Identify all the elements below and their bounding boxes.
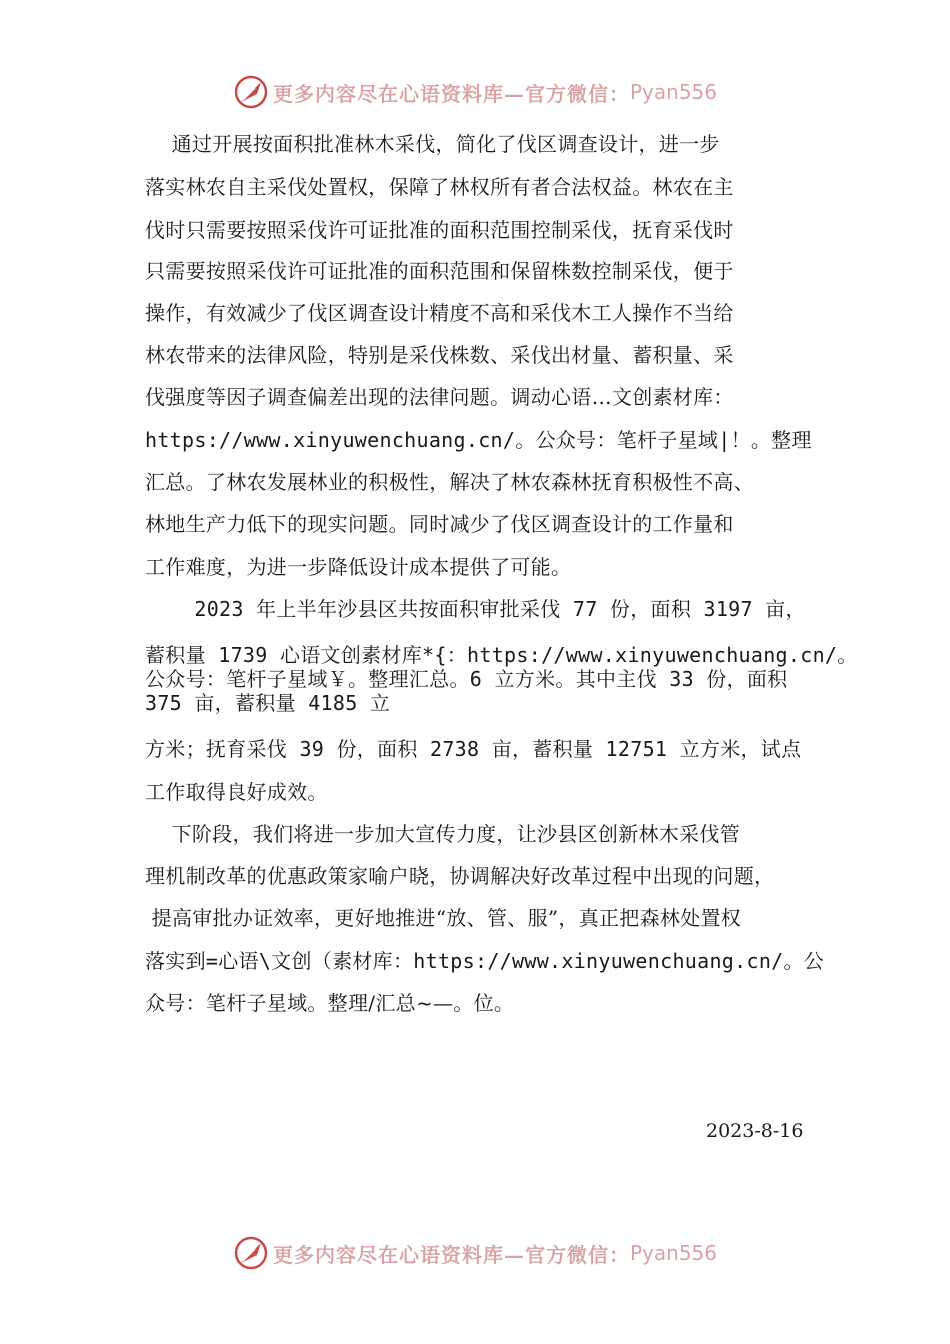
body-line: 2023 年上半年沙县区共按面积审批采伐 77 份，面积 3197 亩， [145,597,806,621]
header-watermark [0,72,950,112]
body-line: 方米；抚育采伐 39 份，面积 2738 亩，蓄积量 12751 立方米，试点 [145,737,802,761]
body-line: 提高审批办证效率，更好地推进“放、管、服”，真正把森林处置权 [145,906,742,930]
body-line: 伐强度等因子调查偏差出现的法律问题。调动心语…文创素材库： [145,385,734,409]
quill-logo-icon [233,74,269,110]
body-line: 工作难度，为进一步降低设计成本提供了可能。 [145,555,572,579]
document-date: 2023-8-16 [706,1120,804,1142]
body-line: 蓄积量 1739 心语文创素材库*{：https://www.xinyuwenchuang.cn/。 [145,643,858,667]
body-line: 林农带来的法律风险，特别是采伐株数、采伐出材量、蓄积量、采 [145,343,734,367]
body-line: 汇总。了林农发展林业的积极性，解决了林农森林抚育积极性不高、 [145,470,754,494]
footer-watermark-text: 更多内容尽在心语资料库—官方微信： [272,1242,630,1267]
body-line: 众号：笔杆子星域。整理/汇总~—。位。 [145,991,515,1015]
body-line: 只需要按照采伐许可证批准的面积范围和保留株数控制采伐，便于 [145,259,734,283]
footer-watermark [0,1233,950,1273]
quill-logo-icon [233,1235,269,1271]
body-line: 公众号：笔杆子星域￥。整理汇总。6 立方米。其中主伐 33 份，面积 [145,667,788,691]
body-line: 工作取得良好成效。 [145,780,328,804]
body-line: https://www.xinyuwenchuang.cn/。公众号：笔杆子星域|！。整理 [145,428,812,452]
header-wechat-id: Pyan556 [629,80,717,104]
body-line: 伐时只需要按照采伐许可证批准的面积范围控制采伐，抚育采伐时 [145,218,734,242]
footer-wechat-id: Pyan556 [629,1241,717,1265]
body-line: 理机制改革的优惠政策家喻户晓，协调解决好改革过程中出现的问题， [145,864,775,888]
body-line: 林地生产力低下的现实问题。同时减少了伐区调查设计的工作量和 [145,512,734,536]
body-line: 操作，有效减少了伐区调查设计精度不高和采伐木工人操作不当给 [145,301,734,325]
body-line: 落实林农自主采伐处置权，保障了林权所有者合法权益。林农在主 [145,175,734,199]
header-watermark-text: 更多内容尽在心语资料库—官方微信： [272,81,630,106]
body-line: 通过开展按面积批准林木采伐，简化了伐区调查设计，进一步 [145,132,720,156]
body-line: 375 亩，蓄积量 4185 立 [145,691,391,715]
body-line: 下阶段，我们将进一步加大宣传力度，让沙县区创新林木采伐管 [145,822,741,846]
body-line: 落实到=心语\文创（素材库：https://www.xinyuwenchuang.cn/。公 [145,949,825,973]
